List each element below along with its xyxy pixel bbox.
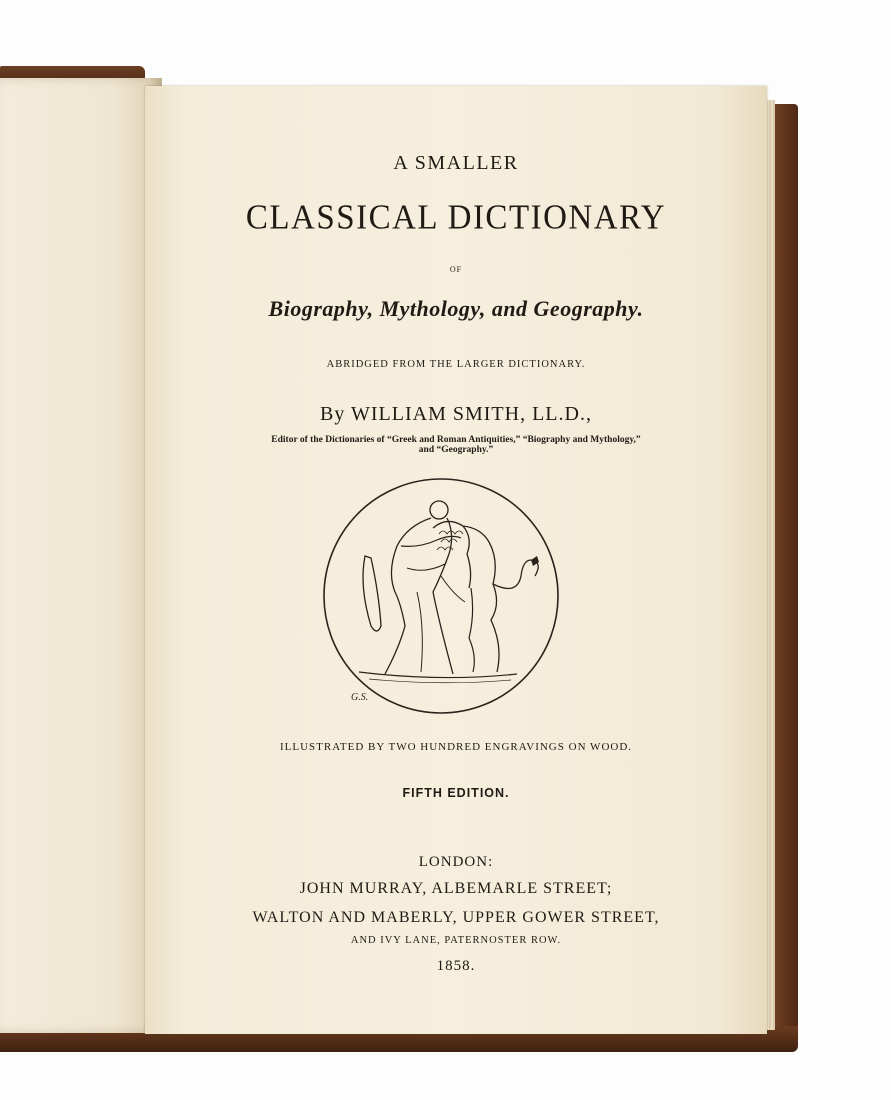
illustration-signature: G.S. (351, 692, 369, 703)
author-line: By WILLIAM SMITH, LL.D., (320, 403, 592, 425)
subjects-blackletter: Biography, Mythology, and Geography. (268, 296, 644, 321)
title-prefix: A SMALLER (393, 152, 519, 174)
publication-place: LONDON: (418, 854, 494, 870)
author-credentials (145, 435, 767, 455)
blank-left-page (0, 78, 162, 1033)
hercules-lion-engraving (321, 476, 561, 716)
publisher-line-1: JOHN MURRAY, ALBEMARLE STREET; (299, 880, 613, 897)
publisher-line-3: AND IVY LANE, PATERNOSTER ROW. (350, 935, 562, 946)
author-credentials-line-2: and “Geography.” (418, 445, 494, 455)
book-title: CLASSICAL DICTIONARY (245, 199, 667, 237)
illustration-note: ILLUSTRATED BY TWO HUNDRED ENGRAVINGS ON WOOD. (279, 741, 633, 753)
abridged-note: ABRIDGED FROM THE LARGER DICTIONARY. (326, 359, 586, 370)
title-page (145, 86, 767, 1034)
publisher-line-2: WALTON AND MABERLY, UPPER GOWER STREET, (252, 909, 660, 926)
edition-line: FIFTH EDITION. (402, 786, 510, 800)
publication-year: 1858. (436, 958, 476, 974)
title-of: OF (449, 265, 463, 274)
author-credentials-line-1: Editor of the Dictionaries of “Greek and Roman Antiquities,” “Biography and Mythology,” (271, 435, 641, 445)
